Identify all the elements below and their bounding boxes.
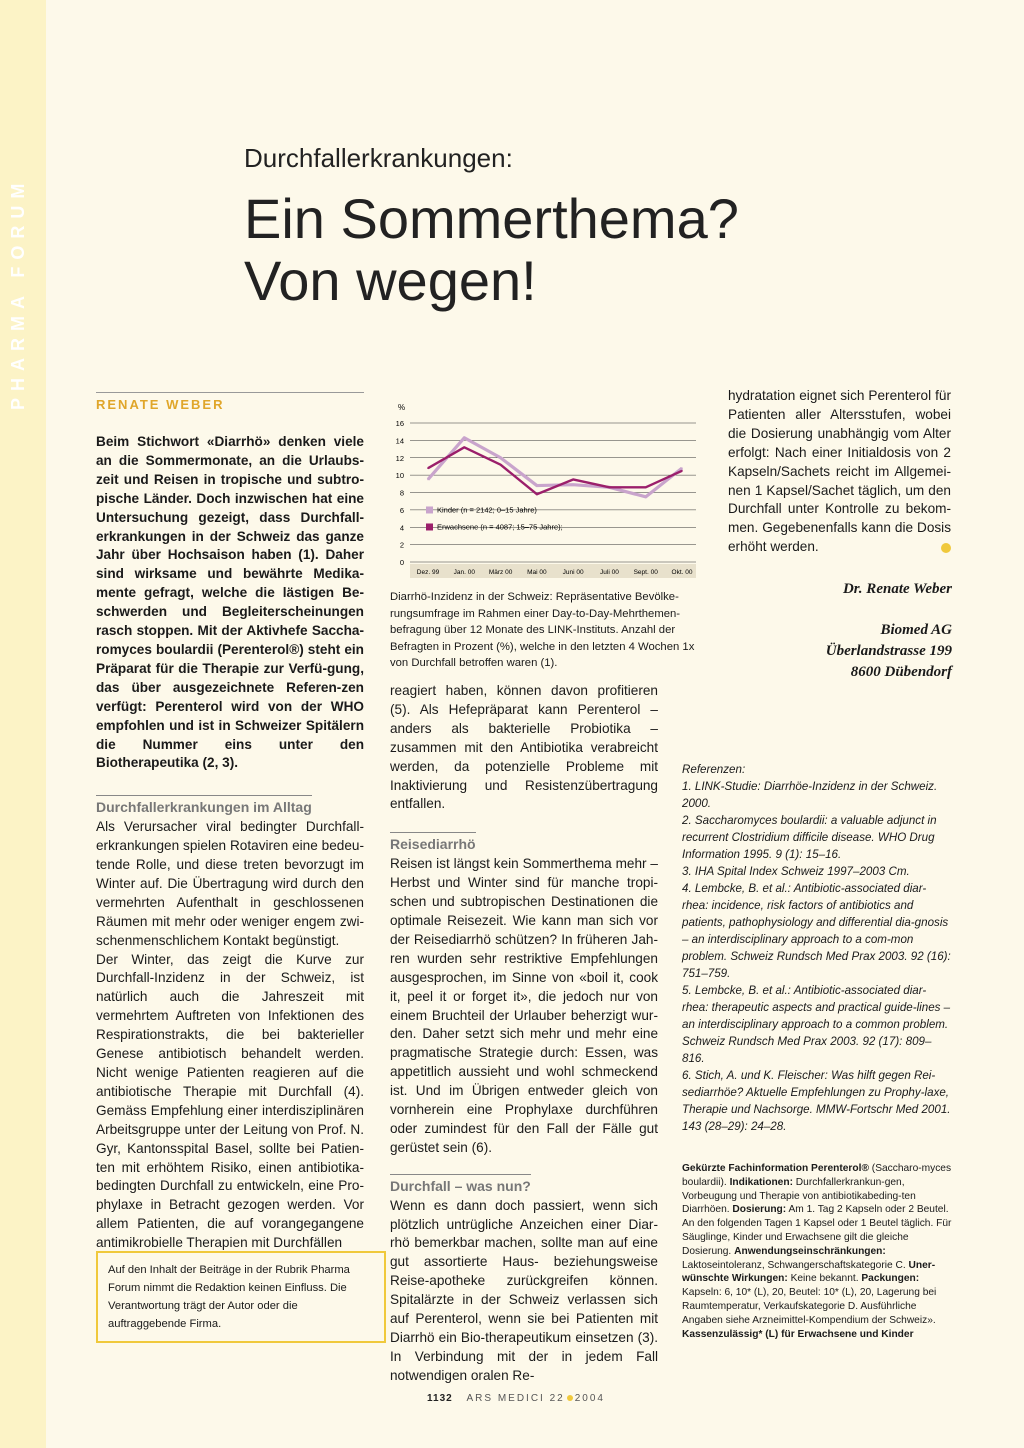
- x-tick-label: Juni 00: [562, 569, 584, 576]
- legend-label: Erwachsene (n = 4087; 15–75 Jahre);: [437, 522, 563, 532]
- product-info-label: Kassenzulässig* (L) für Erwachsene und Kinder: [682, 1328, 914, 1340]
- paragraph: [728, 387, 951, 557]
- reference-item: 5. Lembcke, B. et al.: Antibiotic-associated diar-rhea: therapeutic aspects and practical guide-lines – an interdisciplinary approach to a common problem. Schweiz Rundsch Med Prax 2003. 92 (17): 809–816.: [682, 984, 951, 1065]
- paragraph-text: hydratation eignet sich Perenterol für Patienten aller Altersstufen, wobei die Dosierung unabhängig vom Alter erfolgt: Nach einer Initialdosis von 2 Kapseln/Sachets reicht im Allgemei-nen 1 Kapsel/Sachet täglich, um den Durchfall unter Kontrolle zu bekom-men. Gegebenenfalls kann die Dosis erhöht werden.: [728, 388, 951, 555]
- headline: [244, 188, 739, 312]
- x-tick-label: Juli 00: [600, 569, 619, 576]
- product-info-label: Packungen:: [861, 1273, 920, 1285]
- y-axis-label: %: [398, 403, 406, 412]
- reference-item: 1. LINK-Studie: Diarrhöe-Inzidenz in der Schweiz. 2000.: [682, 780, 938, 810]
- signature-company: Biomed AG: [880, 622, 952, 638]
- x-tick-label: Dez. 99: [416, 569, 440, 576]
- x-tick-label: März 00: [488, 569, 513, 576]
- product-info-text: Laktoseintoleranz, Schwangerschaftskategorie C.: [682, 1259, 909, 1271]
- product-info-text: Durchfallerkrankun-gen, Vorbeugung und Therapie von antibiotikabeding-ten Diarrhöen.: [682, 1176, 916, 1216]
- data-point: [536, 485, 538, 487]
- data-point: [572, 484, 574, 486]
- x-tick-label: Okt. 00: [671, 569, 693, 576]
- product-info-label: Dosierung:: [732, 1204, 787, 1216]
- x-tick-label: Jan. 00: [453, 569, 475, 576]
- product-info: [682, 1162, 952, 1341]
- y-tick-label: 4: [399, 523, 404, 533]
- y-tick-label: 10: [395, 471, 404, 481]
- data-point: [645, 486, 647, 488]
- reference-item: 2. Saccharomyces boulardii: a valuable adjunct in recurrent Clostridium difficile disease. WHO Drug Information 1995. 9 (1): 15–16.: [682, 814, 937, 861]
- product-info-title: Gekürzte Fachinformation Perenterol®: [682, 1163, 869, 1174]
- lead-paragraph: Beim Stichwort «Diarrhö» denken viele an die Sommermonate, an die Urlaubs-zeit und Reisen in tropische und subtro-pische Länder. Doch inzwischen hat eine Untersuchung gezeigt, dass Durchfall-erkrankungen in der Schweiz das ganze Jahr über Hochsaison haben (1). Daher sind wirksame und bewährte Medika-mente gefragt, welche die lästigen Be-schwerden und Begleiterscheinungen rasch stoppen. Mit der Aktivhefe Saccha-romyces boulardii (Perenterol®) steht ein Präparat für die Therapie zur Verfü-gung, das über ausgezeichnete Referen-zen verfügt: Perenterol wird von der WHO empfohlen und ist in Schweizer Spitälern die Nummer eins unter den Biotherapeutika (2, 3).: [96, 434, 364, 771]
- section-heading: Reisediarrhö: [390, 832, 476, 854]
- legend-swatch: [426, 523, 433, 530]
- reference-item: 6. Stich, A. und K. Fleischer: Was hilft gegen Rei-sediarrhöe? Aktuelle Empfehlungen zu Prophy-laxe, Therapie und Nachsorge. MMW-Fortschr Med 2001. 143 (28–29): 24–28.: [682, 1069, 951, 1133]
- separator-dot-icon: [567, 1395, 573, 1401]
- column-2: [390, 682, 658, 1386]
- paragraph: Der Winter, das zeigt die Kurve zur Durchfall-Inzidenz in der Schweiz, ist natürlich auch die Jahreszeit mit vermehrtem Auftreten von Infektionen des Respirationstrakts, die bei bakterieller Genese antibiotisch behandelt werden. Nicht wenige Patienten reagieren auf die antibiotische Therapie mit Durchfall (4). Gemäss Empfehlung einer interdisziplinären Arbeitsgruppe unter der Leitung von Prof. N. Gyr, Kantonsspital Basel, sollte bei Patien-ten mit erhöhtem Risiko, einen antibiotika-bedingten Durchfall zu entwickeln, eine Pro-phylaxe in Betracht gezogen werden. Vor allem Patienten, die auf vorangegangene antimikrobielle Therapien mit Durchfällen: [96, 951, 364, 1251]
- data-point: [500, 464, 502, 466]
- data-point: [427, 467, 429, 469]
- y-tick-label: 0: [399, 558, 404, 567]
- data-point: [536, 493, 538, 495]
- product-info-label: Indikationen:: [729, 1176, 793, 1188]
- y-tick-label: 14: [395, 436, 404, 446]
- section-heading: Durchfall – was nun?: [390, 1174, 531, 1196]
- product-info-text: Keine bekannt.: [787, 1273, 862, 1285]
- headline-line-1: Ein Sommerthema?: [244, 187, 739, 250]
- reference-item: 4. Lembcke, B. et al.: Antibiotic-associated diar-rhea: incidence, risk factors of antibiotics and patients, pathophysiology and differential dia-gnosis – an interdisciplinary approach to a com-mon problem. Schweiz Rundsch Med Prax 2003. 92 (16): 751–759.: [682, 882, 951, 980]
- paragraph: Als Verursacher viral bedingter Durchfall-erkrankungen spielen Rotaviren eine bedeu-tende Rolle, und diese treten bevorzugt im Winter auf. Die Übertragung wird durch den vermehrten Aufenthalt in geschlossenen Räumen mit mehr oder weniger engem zwi-schenmenschlichem Kontakt begünstigt.: [96, 819, 364, 948]
- product-info-text: Kapseln: 6, 10* (L), 20, Beutel: 10* (L), 20, Lagerung bei Raumtemperatur, Verkaufskategorie D. Ausführliche Angaben siehe Arzneimittel-Kompendium der Schweiz».: [682, 1287, 937, 1326]
- signature-street: Überlandstrasse 199: [825, 643, 952, 659]
- column-3: [728, 387, 951, 557]
- y-tick-label: 6: [399, 505, 404, 515]
- data-point: [500, 457, 502, 459]
- product-info-label: Uner-wünschte Wirkungen:: [682, 1259, 936, 1285]
- headline-line-2: Von wegen!: [244, 249, 537, 312]
- x-tick-label: Mai 00: [527, 569, 547, 576]
- x-tick-label: Sept. 00: [633, 569, 658, 576]
- chart-caption: Diarrhö-Inzidenz in der Schweiz: Repräsentative Bevölke-rungsumfrage im Rahmen einer Day-to-Day-Mehrthemen-befragung über 12 Monate des LINK-Instituts. Anzahl der Befragten in Prozent (%), welche in den letzten 4 Wochen 1x von Durchfall betroffen waren (1).: [390, 591, 695, 669]
- data-point: [609, 486, 611, 488]
- y-tick-label: 2: [399, 540, 404, 550]
- data-point: [427, 479, 429, 481]
- data-point: [645, 496, 647, 498]
- author-name: RENATE WEBER: [96, 392, 364, 412]
- references-title: Referenzen:: [682, 763, 746, 776]
- disclaimer-box: Auf den Inhalt der Beiträge in der Rubrik Pharma Forum nimmt die Redaktion keinen Einfluss. Die Verantwortung trägt der Autor oder die auftraggebende Firma.: [96, 1251, 386, 1343]
- journal-name: ARS MEDICI 22: [466, 1393, 565, 1404]
- incidence-chart: [390, 396, 710, 584]
- kicker: Durchfallerkrankungen:: [244, 143, 513, 173]
- data-point: [463, 447, 465, 449]
- journal-year: 2004: [574, 1393, 605, 1404]
- data-point: [572, 479, 574, 481]
- product-info-text: (Saccharo-myces boulardii).: [682, 1163, 952, 1188]
- signature-name: Dr. Renate Weber: [842, 581, 952, 597]
- column-1: [96, 433, 364, 1253]
- paragraph: Reisen ist längst kein Sommerthema mehr – Herbst und Winter sind für manche tropi-schen und subtropischen Destinationen die optimale Reisezeit. Wie kann man sich vor der Reisediarrhö schützen? In früheren Jah-ren wurden sehr restriktive Empfehlungen ausgesprochen, im Sinne von «boil it, cook it, peel it or forget it», die jedoch nur von einem Bruchteil der Urlauber beherzigt wur-den. Daher setzt sich mehr und mehr eine pragmatische Strategie durch: Essen, was appetitlich aussieht und wohl schmeckend ist. Und im Übrigen entweder gleich von vornherein eine Prophylaxe durchführen oder zumindest für den Fall der Fälle gut gerüstet sein (6).: [390, 856, 658, 1155]
- legend-label: Kinder (n = 2142; 0–15 Jahre): [437, 505, 537, 515]
- section-label: PHARMA FORUM: [8, 176, 28, 410]
- y-tick-label: 12: [395, 453, 404, 463]
- paragraph: reagiert haben, können davon profitieren (5). Als Hefepräparat kann Perenterol – anders als bakterielle Probiotika – zusammen mit den Antibiotika verabreicht werden, da potenzielle Probleme mit Inaktivierung und Resistenzübertragung entfallen.: [390, 683, 658, 812]
- paragraph: Wenn es dann doch passiert, wenn sich plötzlich untrügliche Anzeichen einer Diar-rhö bemerkbar machen, sollte man auf eine gut assortierte Haus- beziehungsweise Reise-apotheke zurückgreifen können. Spitalärzte in der Schweiz verlassen sich auf Perenterol, wenn sie bei Patienten mit Diarrhö ein Bio-therapeutikum einsetzen (3). In Verbindung mit der in jedem Fall notwendigen oralen Re-: [390, 1197, 658, 1383]
- page-number: 1132: [427, 1393, 453, 1404]
- page-footer: [427, 1393, 605, 1404]
- data-point: [681, 470, 683, 472]
- end-mark-icon: [941, 543, 951, 553]
- y-tick-label: 8: [399, 488, 404, 498]
- data-point: [681, 467, 683, 469]
- section-heading: Durchfallerkrankungen im Alltag: [96, 795, 312, 817]
- product-info-label: Anwendungseinschränkungen:: [734, 1245, 886, 1257]
- reference-item: 3. IHA Spital Index Schweiz 1997–2003 Cm.: [682, 865, 910, 878]
- side-band: [0, 0, 46, 1448]
- legend-swatch: [426, 506, 433, 513]
- y-tick-label: 16: [395, 419, 404, 428]
- product-info-text: Am 1. Tag 2 Kapseln oder 2 Beutel. An den folgenden Tagen 1 Kapsel oder 1 Beutel täglich. Für Säuglinge, Kinder und Erwachsene gilt die gleiche Dosierung.: [682, 1204, 952, 1257]
- signature-city: 8600 Dübendorf: [850, 664, 952, 680]
- references: [682, 761, 952, 1135]
- data-point: [463, 437, 465, 439]
